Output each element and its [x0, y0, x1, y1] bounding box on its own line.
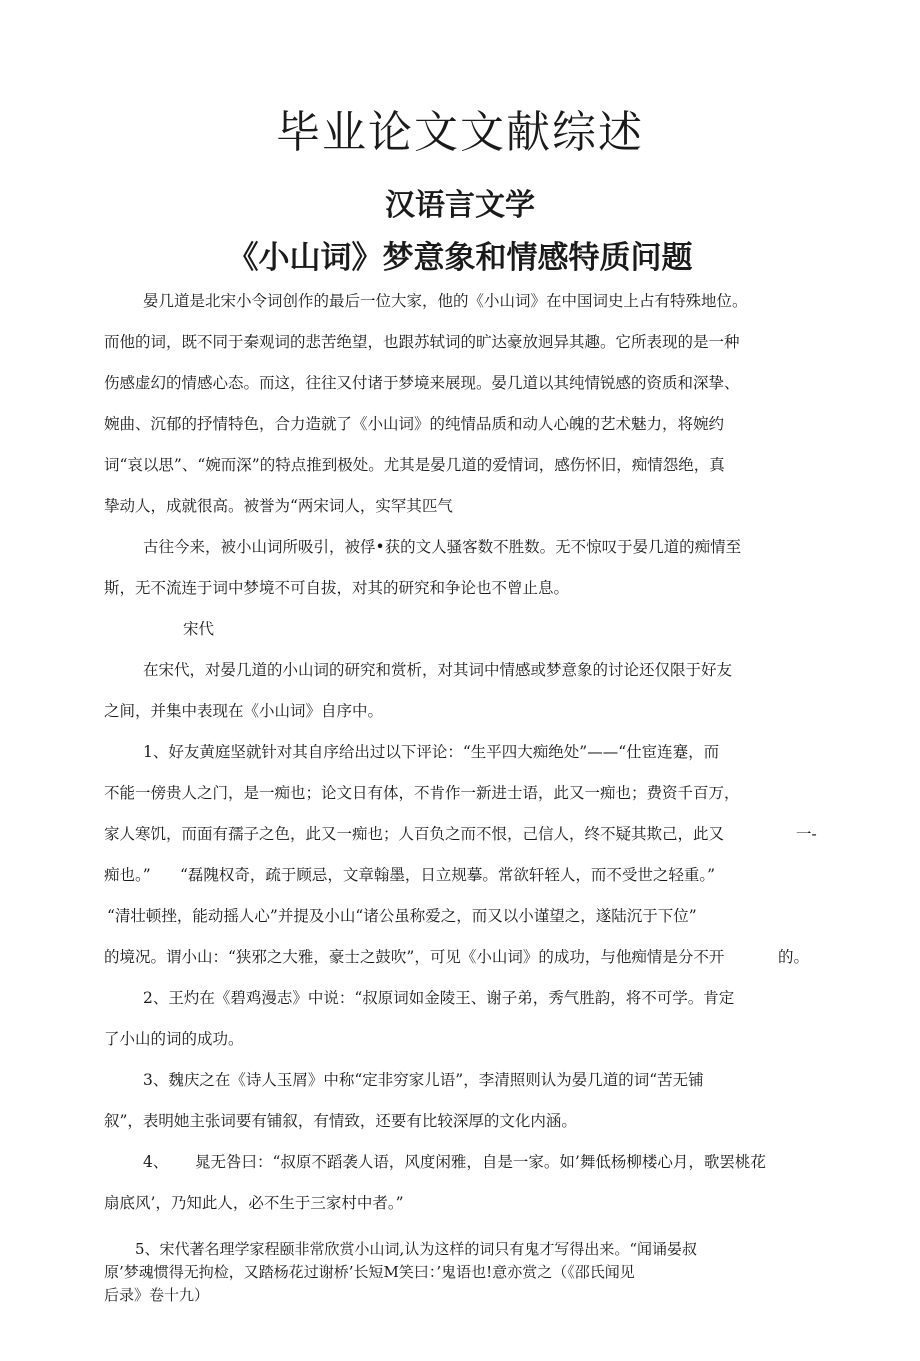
text-line: 古往今来，被小山词所吸引，被俘•获的文人骚客数不胜数。无不惊叹于晏几道的痴情至 [143, 538, 742, 556]
text-line: 痴也。” [104, 866, 151, 884]
text-line: 一- [796, 825, 817, 843]
text-line: 而他的词，既不同于秦观词的悲苦绝望，也跟苏轼词的旷达豪放迥异其趣。它所表现的是一种 [104, 333, 740, 351]
text-line: 叙”，表明她主张词要有铺叙，有情致，还要有比较深厚的文化内涵。 [104, 1112, 577, 1130]
section-heading: 宋代 [183, 620, 215, 638]
text-line: “清壮顿挫，能动摇人心”并提及小山“诸公虽称爱之，而又以小谨望之，遂陆沉于下位” [107, 907, 697, 925]
text-line: 伤感虚幻的情感心态。而这，往往又付诸于梦境来展现。晏几道以其纯情锐感的资质和深挚、 [104, 374, 740, 392]
text-line: 1、好友黄庭坚就针对其自序给出过以下评论：“生平四大痴绝处”——“仕宦连蹇，而 [143, 743, 720, 761]
text-line: 词“哀以思”、“婉而深”的特点推到极处。尤其是晏几道的爱情词，感伤怀旧，痴情怨绝，真 [104, 456, 725, 474]
text-line: 婉曲、沉郁的抒情特色，合力造就了《小山词》的纯情品质和动人心魄的艺术魅力，将婉约 [104, 415, 725, 433]
text-line: 4、 [143, 1153, 169, 1171]
document-title: 毕业论文文献综述 [276, 107, 644, 158]
text-line: 3、魏庆之在《诗人玉屑》中称“定非穷家儿语”，李清照则认为晏几道的词“苦无铺 [143, 1071, 704, 1089]
major-heading: 汉语言文学 [385, 188, 535, 223]
text-line: 在宋代，对晏几道的小山词的研究和赏析，对其词中情感或梦意象的讨论还仅限于好友 [143, 661, 733, 679]
text-line: 挚动人，成就很高。被誉为“两宋词人，实罕其匹气 [104, 497, 453, 515]
text-line: 扇底风’，乃知此人，必不生于三家村中者。” [104, 1194, 404, 1212]
essay-subtitle: 《小山词》梦意象和情感特质问题 [227, 240, 693, 276]
text-line: “磊隗权奇，疏于顾忌，文章翰墨，日立规摹。常欲轩轾人，而不受世之轻重。” [180, 866, 716, 884]
text-line: 晏几道是北宋小令词创作的最后一位大家，他的《小山词》在中国词史上占有特殊地位。 [143, 292, 748, 310]
text-line: 后录》卷十九） [104, 1286, 210, 1304]
text-line: 5、宋代著名理学家程颐非常欣赏小山词,认为这样的词只有鬼才写得出来。“闻诵晏叔 [135, 1240, 697, 1258]
text-line: 之间，并集中表现在《小山词》自序中。 [104, 702, 384, 720]
text-line: 了小山的词的成功。 [104, 1030, 244, 1048]
text-line: 的境况。谓小山：“狭邪之大雅，豪士之鼓吹”，可见《小山词》的成功，与他痴情是分不开 [104, 948, 725, 966]
text-line: 斯，无不流连于词中梦境不可自拔，对其的研究和争论也不曾止息。 [104, 579, 570, 597]
text-line: 2、王灼在《碧鸡漫志》中说：“叔原词如金陵王、谢子弟，秀气胜韵，将不可学。肯定 [143, 989, 735, 1007]
text-line: 晁无咎曰：“叔原不蹈袭人语，风度闲雅，自是一家。如’舞低杨柳楼心月，歌罢桃花 [195, 1153, 766, 1171]
text-line: 不能一傍贵人之门，是一痴也；论文日有体，不肯作一新进士语，此又一痴也；费资千百万， [104, 784, 740, 802]
text-line: 原’梦魂惯得无拘检，又踏杨花过谢桥’长短M笑曰：’鬼语也!意亦赏之（《邵氏闻见 [104, 1263, 635, 1281]
text-line: 家人寒饥，而面有孺子之色，此又一痴也；人百负之而不恨，己信人，终不疑其欺己，此又 [104, 825, 725, 843]
text-line: 的。 [778, 948, 810, 966]
